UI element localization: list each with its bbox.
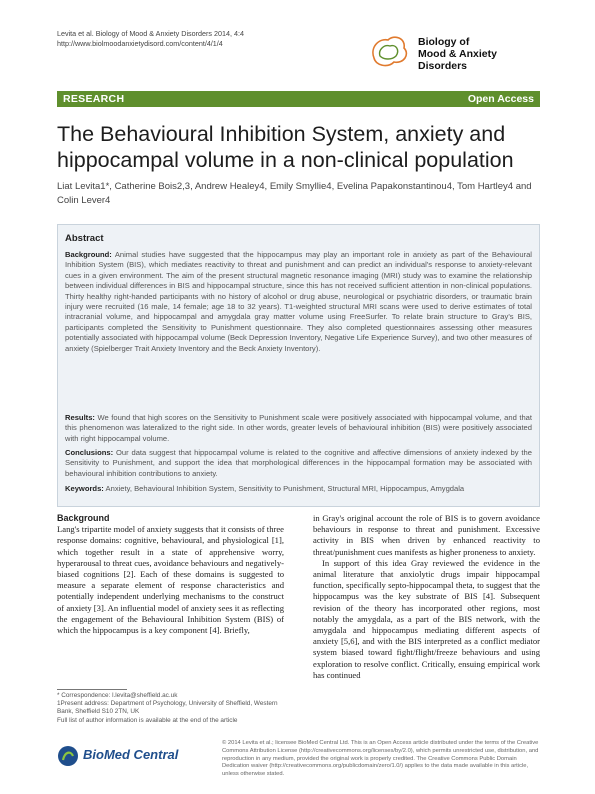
present-address-note: 1Present address: Department of Psychology, University of Sheffield, Western Bank, Sheffield S10 2TN, UK (57, 700, 278, 716)
body-paragraph: Lang's tripartite model of anxiety suggests that it consists of three response domains: cognitive, behavioural, and physiological [1], which together result in a state of apprehensive worry, hyperarousal to threat cues, avoidance behaviours and negatively-biased cognitions [2]. Each of these domains is suggested to measure a separate element of response characteristics and potentially independent underlying mechanisms to the construct of anxiety [3]. An influential model of anxiety sees it as reflecting the engagement of the Behavioural Inhibition System (BIS) of which the hippocampus is a key component [4]. Briefly, (57, 524, 284, 636)
abstract-background-text: Animal studies have suggested that the hippocampus may play an important role in anxiety as part of the Behavioural Inhibition System (BIS), which mediates reactivity to threat and punishment and can predict an individual's response to anxiety-relevant cues in a given environment. The aim of the present structural magnetic resonance imaging (MRI) study was to examine the relationship between individual differences in BIS and hippocampal structure, since this has not received sufficient attention in non-clinical populations. Thirty healthy right-handed participants with no history of alcohol or drug abuse, neurological or psychiatric disorders, or traumatic brain injury were recruited (16 male, 14 female; age 18 to 32 years). T1-weighted structural MRI scans were used to derive estimates of total intracranial volume, and hippocampal and amygdala gray matter volume using FreeSurfer. To relate brain structure to Gray's BIS, participants completed the Sensitivity to Punishment questionnaire. They also completed questionnaires assessing other measures potentially associated with hippocampal volume (Beck Depression Inventory, Negative Life Experience Survey), and two other measures of anxiety (Spielberger Trait Anxiety Inventory and the Beck Anxiety Inventory). (65, 250, 532, 353)
journal-logo-icon (368, 32, 412, 72)
biomed-central-icon (57, 745, 79, 767)
abstract-conclusions-label: Conclusions: (65, 448, 114, 457)
article-type-banner (57, 91, 540, 107)
abstract-keywords (65, 484, 532, 494)
article-type-label: RESEARCH (63, 93, 125, 105)
body-right-column (313, 513, 540, 681)
body-paragraph: in Gray's original account the role of BIS is to govern avoidance behaviours in response to threat and punishment. Excessive activity in BIS when driven by enhanced reactivity to threat/punishment cues manifests as higher proneness to anxiety. (313, 513, 540, 557)
abstract-background (65, 250, 532, 354)
abstract-results (65, 413, 532, 444)
journal-name (418, 36, 543, 72)
journal-logo (368, 28, 543, 80)
body-left-column (57, 513, 284, 636)
abstract-heading: Abstract (65, 233, 104, 244)
article-title: The Behavioural Inhibition System, anxiety and hippocampal volume in a non-clinical population (57, 122, 514, 172)
citation-line: Levita et al. Biology of Mood & Anxiety Disorders 2014, 4:4 (57, 29, 244, 38)
citation-header (57, 29, 244, 48)
abstract-conclusions (65, 448, 532, 479)
publisher-name: BioMed Central (83, 747, 179, 762)
journal-name-line1: Biology of (418, 36, 470, 48)
abstract-keywords-text: Anxiety, Behavioural Inhibition System, Sensitivity to Punishment, Structural MRI, Hippocampus, Amygdala (105, 484, 465, 493)
abstract-conclusions-text: Our data suggest that hippocampal volume is related to the cognitive and affective dimensions of anxiety indexed by the Sensitivity to Punishment, and support the idea that morphological differences in the hippocampal formation may be associated with behavioural inhibition contributions to anxiety. (65, 448, 532, 478)
license-text: © 2014 Levita et al.; licensee BioMed Central Ltd. This is an Open Access article distributed under the terms of the Creative Commons Attribution License (http://creativecommons.org/licenses/by/2.0), which permits unrestricted use, distribution, and reproduction in any medium, provided the original work is properly credited. The Creative Commons Public Domain Dedication waiver (http://creativecommons.org/publicdomain/zero/1.0/) applies to the data made available in this article, unless otherwise stated. (222, 740, 539, 778)
abstract-keywords-label: Keywords: (65, 484, 104, 493)
abstract-box (57, 224, 540, 507)
author-info-note: Full list of author information is available at the end of the article (57, 716, 238, 724)
citation-url[interactable]: http://www.biolmoodanxietydisord.com/content/4/1/4 (57, 38, 223, 48)
correspondence-note: * Correspondence: l.levita@sheffield.ac.uk (57, 692, 178, 699)
abstract-results-text: We found that high scores on the Sensitivity to Punishment scale were positively associated with hippocampal volume, and that this phenomenon was lateralized to the right side. In other words, greater levels of behavioural inhibition (BIS) were positively associated with right hippocampal volume. (65, 413, 532, 443)
open-access-label: Open Access (467, 93, 534, 105)
footnote-divider (57, 689, 127, 690)
author-list: Liat Levita1*, Catherine Bois2,3, Andrew Healey4, Emily Smyllie4, Evelina Papakonstantinou4, Tom Hartley4 and Colin Lever4 (57, 181, 532, 206)
journal-name-line2: Mood & Anxiety Disorders (418, 48, 497, 72)
footnotes (57, 692, 284, 725)
abstract-background-label: Background: (65, 250, 112, 259)
abstract-results-label: Results: (65, 413, 95, 422)
publisher-logo (57, 745, 207, 767)
body-paragraph: In support of this idea Gray reviewed the evidence in the animal literature that anxiolytic drugs impair hippocampal function, specifically septo-hippocampal theta, to suggest that the hippocampus was the key substrate of BIS [4]. Subsequent revision of the theory has incorporated other regions, most notably the amygdala, as a part of the BIS network, with the amygdala and hippocampus mediating different aspects of anxiety [5,6], and with the BIS interpreted as a conflict mediator system biased toward fight/flight/freeze behaviours and using exploration to resolve conflict. Critically, ensuing empirical work has continued (313, 557, 540, 680)
section-heading-background: Background (57, 513, 110, 523)
